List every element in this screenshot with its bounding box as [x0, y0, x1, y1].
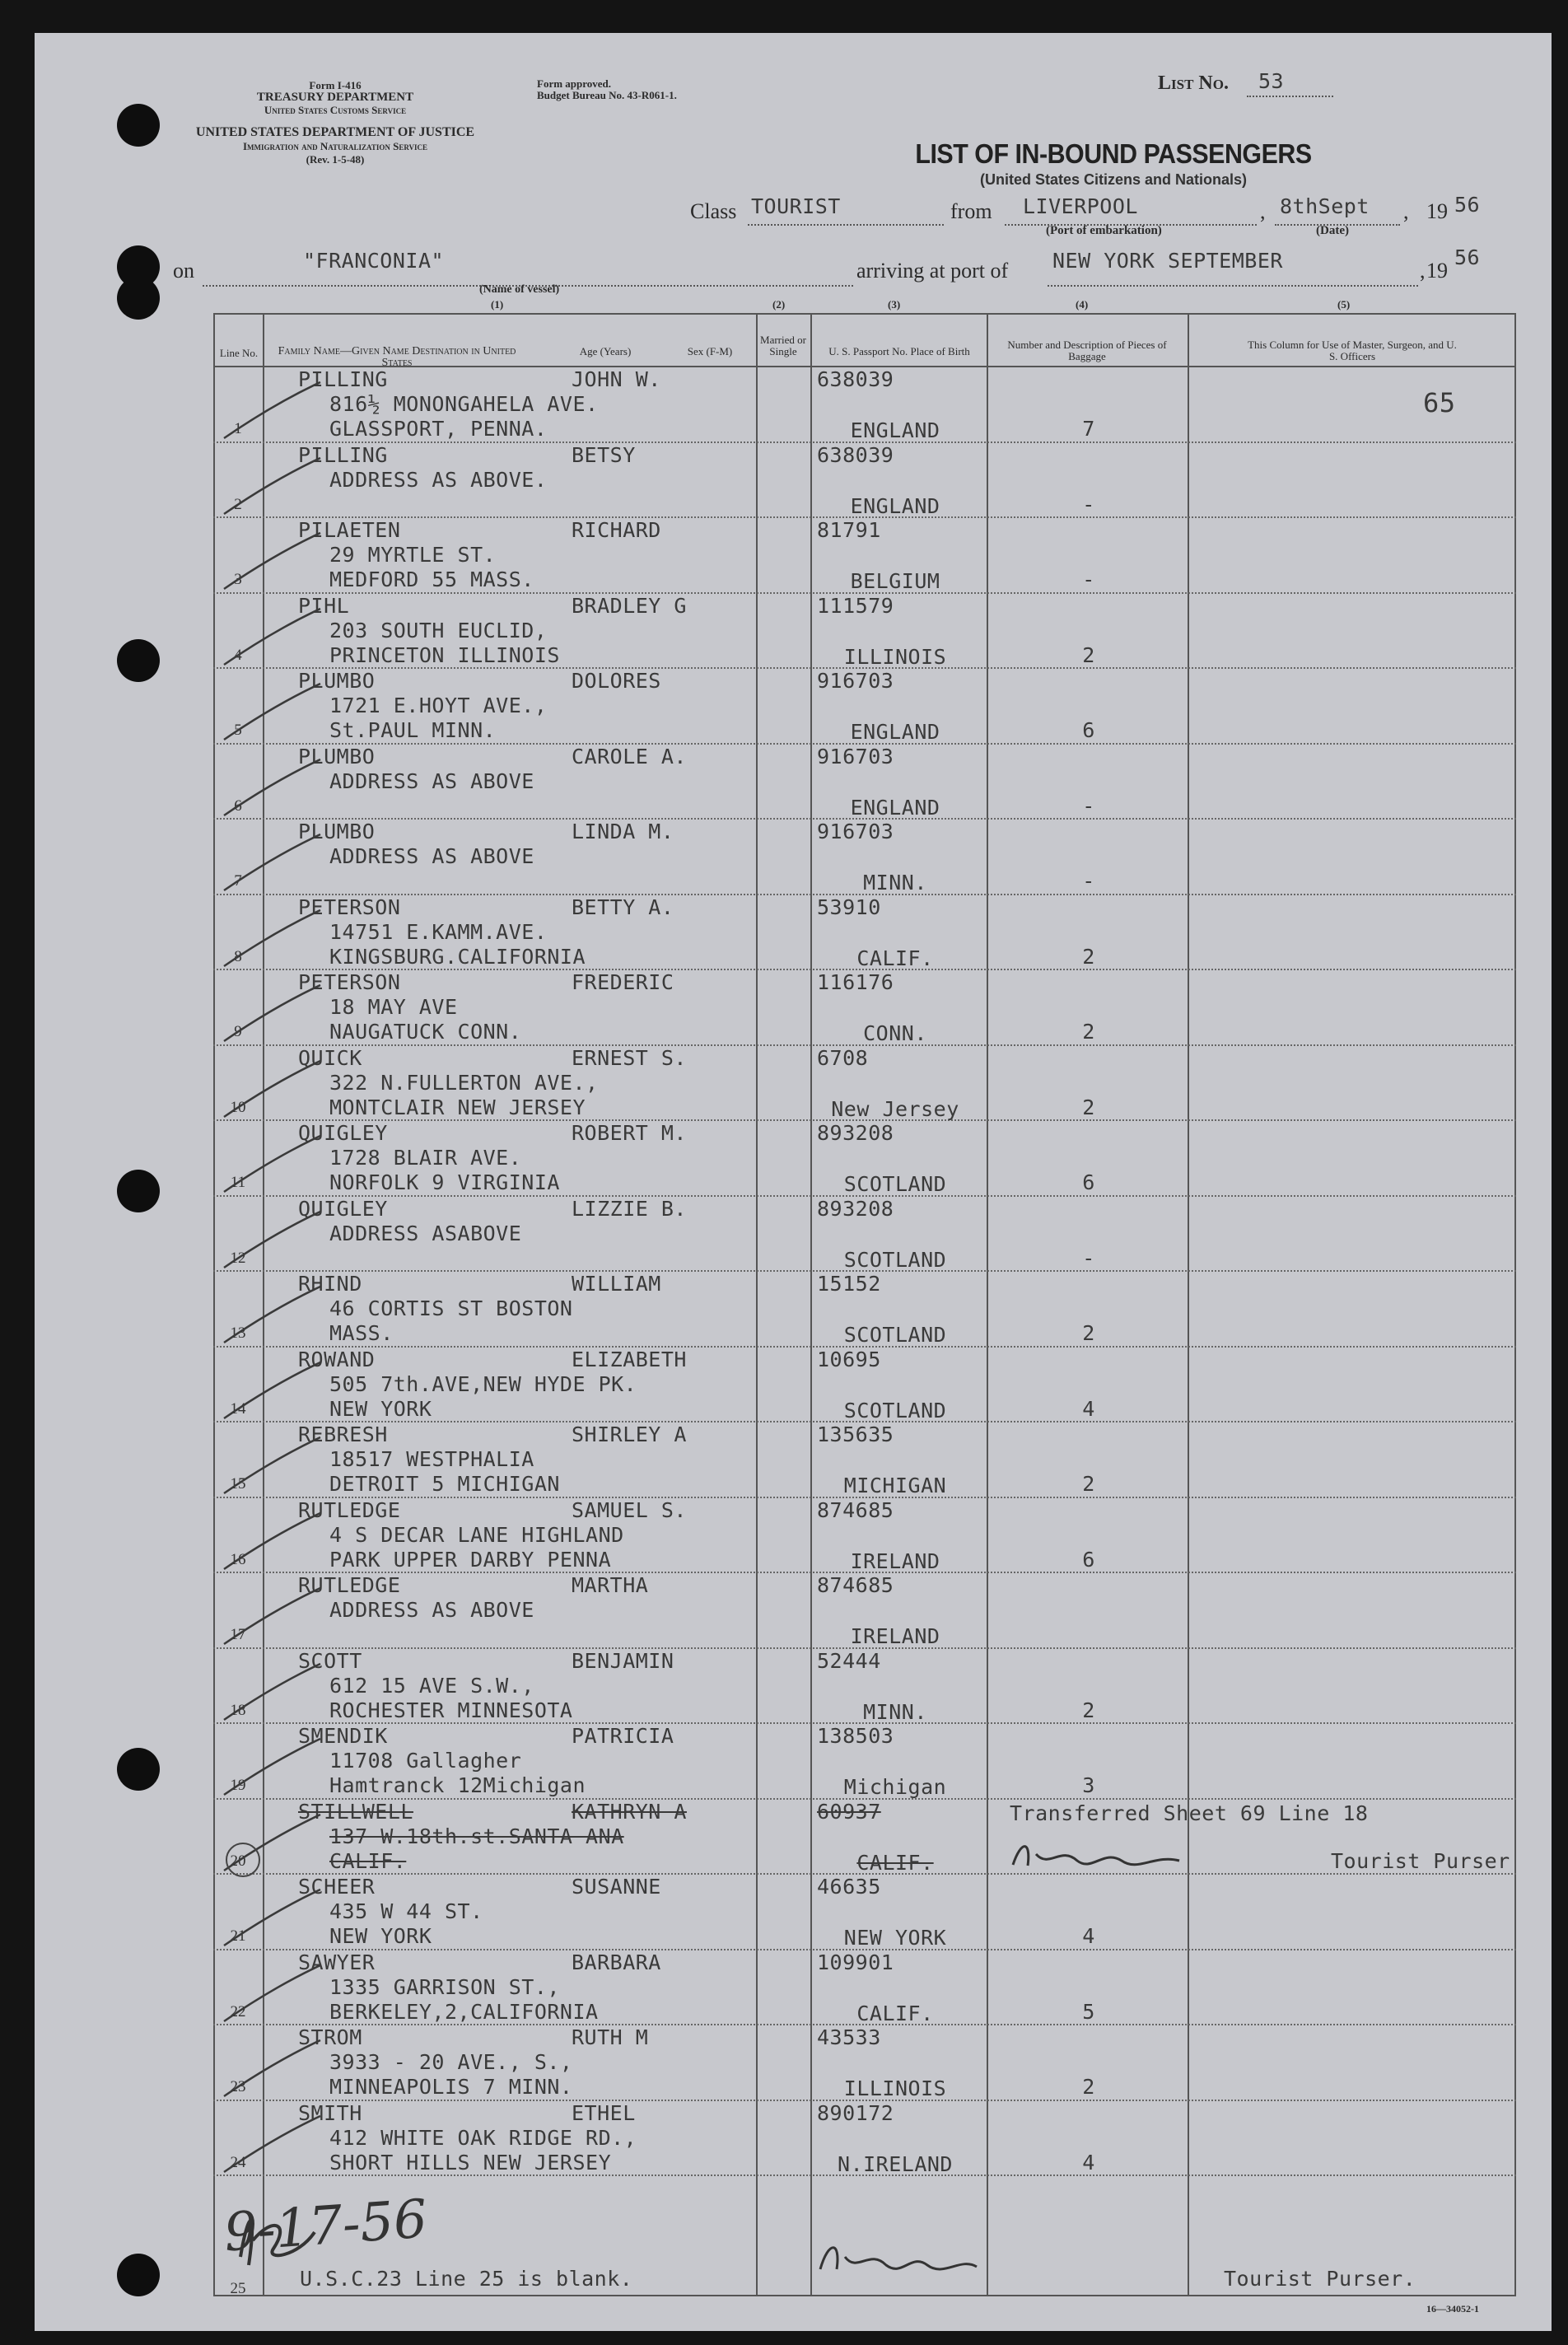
- place-of-birth: CALIF.: [856, 946, 934, 970]
- given-name: RICHARD: [572, 518, 661, 542]
- address-city: PARK UPPER DARBY PENNA: [329, 1547, 612, 1572]
- passport-number: 60937: [817, 1799, 881, 1824]
- on-label: on: [173, 259, 194, 283]
- passport-number: 46635: [817, 1875, 881, 1899]
- baggage-count: -: [1082, 492, 1095, 516]
- footer-code: 16—34052-1: [1426, 2303, 1479, 2315]
- given-name: ETHEL: [572, 2100, 636, 2125]
- place-of-birth: MINN.: [863, 1699, 927, 1724]
- address-city: SHORT HILLS NEW JERSEY: [329, 2150, 612, 2174]
- address-line: 612 15 AVE S.W.,: [329, 1673, 534, 1698]
- baggage-count: 3: [1082, 1773, 1095, 1797]
- given-name: MARTHA: [572, 1573, 649, 1597]
- line-number: 18: [230, 1701, 246, 1719]
- family-name: SAWYER: [298, 1950, 376, 1974]
- given-name: LINDA M.: [572, 820, 674, 843]
- arrival-year: 56: [1454, 245, 1481, 269]
- address-line: 505 7th.AVE,NEW HYDE PK.: [329, 1371, 637, 1396]
- line-number: 1: [234, 420, 242, 437]
- passport-number: 893208: [817, 1196, 894, 1221]
- baggage-count: 2: [1082, 1095, 1095, 1119]
- place-of-birth: ENGLAND: [850, 418, 940, 442]
- arrival-year-prefix: 19: [1426, 259, 1448, 283]
- purser-signature: [812, 2232, 1018, 2282]
- family-name: SCHEER: [298, 1875, 376, 1899]
- department-of-justice: UNITED STATES DEPARTMENT OF JUSTICE: [195, 125, 475, 139]
- arriving-label: arriving at port of: [856, 259, 1009, 283]
- address-line: 3933 - 20 AVE., S.,: [329, 2050, 573, 2074]
- line-number: 15: [230, 1475, 246, 1492]
- given-name: BARBARA: [572, 1950, 661, 1974]
- revision: (Rev. 1-5-48): [306, 153, 365, 166]
- baggage-count: 2: [1082, 1698, 1095, 1722]
- place-of-birth: SCOTLAND: [843, 1172, 947, 1196]
- vessel-name: "FRANCONIA": [303, 249, 445, 273]
- port-caption: (Port of embarkation): [1046, 224, 1162, 237]
- address-city: Hamtranck 12Michigan: [329, 1773, 586, 1797]
- line-number: 7: [234, 872, 242, 890]
- given-name: RUTH M: [572, 2025, 649, 2049]
- passport-number: 874685: [817, 1573, 894, 1597]
- passport-number: 638039: [817, 367, 894, 391]
- line-number: 13: [230, 1324, 246, 1342]
- line-number: 17: [230, 1626, 246, 1643]
- given-name: PATRICIA: [572, 1724, 674, 1748]
- family-name: PETERSON: [298, 895, 401, 919]
- family-name: STILLWELL: [298, 1799, 413, 1824]
- line-number: 5: [234, 722, 242, 739]
- address-line: 412 WHITE OAK RIDGE RD.,: [329, 2125, 637, 2150]
- place-of-birth: MINN.: [863, 871, 927, 895]
- address-city: NAUGATUCK CONN.: [329, 1020, 522, 1044]
- family-name: RUTLEDGE: [298, 1497, 401, 1522]
- line-number: 8: [234, 947, 242, 965]
- header-married: Married or Single: [760, 334, 806, 357]
- customs-service: United States Customs Service: [264, 104, 407, 116]
- passport-number: 874685: [817, 1497, 894, 1522]
- manifest-sheet: Form I-416 TREASURY DEPARTMENT United States Customs Service UNITED STATES DEPARTMENT OF JUSTICE Immigration and Naturalization Service (Rev. 1-5-48) Form approved. Budget Bureau No. 43-R061-1. List No. 53 LIST OF IN-BOUND PASSENGERS (United States Citizens and Nationals) Class TOURIST from LIVERPOOL , 8thSept , 19 56 (Port of embarkation) (Date) on "FRANCONIA" arriving at port of NEW YORK SEPTEMBER , 19 56 (Name of vessel) (1) (2) (3) (4) (5) Line No. Family Name—Given Name Destination in United States Age (Years) Sex (F-M) Married or Single U. S. Passport No. Place of Birth Number and Description of Pieces of Baggage This Column for Use of Master, Surgeon, and U. S. Officers 1 PILLING JOHN W. 816½ MONONGAHELA AVE. GLASSPORT, PENNA. 638039 ENGLAND 7 65 2 PILLING BETSY ADDRESS AS ABOVE. 638039 ENGLAND - 3 PILAETEN RICHARD 29 MYRTLE ST. MEDFORD 55 MASS. 81791 BELGIUM - 4 PIHL BRADLEY G 203 SOUTH EUCLID, PRINCETON ILLINOIS 111579 ILLINOIS 2 5 PLUMBO DOLORES 1721 E.HOYT AVE., St.PAUL MINN. 916703 ENGLAND 6 6 PLUMBO CAROLE A. ADDRESS AS ABOVE 916703 ENGLAND - 7 PLUMBO LINDA M. ADDRESS AS ABOVE 916703 MINN. - 8 PETERSON BETTY A. 14751 E.KAMM.AVE. KINGSBURG.CALIFORNIA 53910 CALIF. 2 9 PETERSON FREDERIC 18 MAY AVE NAUGATUCK CONN. 116176 CONN. 2 10 QUICK ERNEST S. 322 N.FULLERTON AVE., MONTCLAIR NEW JERSEY 6708 New Jersey 2 11 QUIGLEY ROBERT M. 1728 BLAIR AVE. NORFOLK 9 VIRGINIA 893208 SCOTLAND 6 12 QUIGLEY LIZZIE B. ADDRESS ASABOVE 893208 SCOTLAND - 13 RHIND WILLIAM 46 CORTIS ST BOSTON MASS. 15152 SCOTLAND 2 14 ROWAND ELIZABETH 505 7th.AVE,NEW HYDE PK. NEW YORK 10695 SCOTLAND 4 15 REBRESH SHIRLEY A 18517 WESTPHALIA DETROIT 5 MICHIGAN 135635 MICHIGAN 2 16 RUTLEDGE SAMUEL S. 4 S DECAR LANE HIGHLAND PARK UPPER DARBY PENNA 874685 IRELAND 6 17 RUTLEDGE MARTHA ADDRESS AS ABOVE 874685 IRELAND 18 SCOTT BENJAMIN 612 15 AVE S.W., ROCHESTER MINNESOTA 52444 MINN. 2 19 SMENDIK PATRICIA 11708 Gallagher Hamtranck 12Michigan 138503 Michigan 3 20 STILLWELL KATHRYN A 137 W.18th.st.SANTA ANA CALIF. 60937 CALIF. Transferred Sheet 69 Line 18 Tourist Purser 21 SCHEER SUSANNE 435 W 44 ST. NEW YORK 46635 NEW YORK 4 22 SAWYER BARBARA 1335 GARRISON ST., BERKELEY,2,CALIFORNIA 109901 CALIF. 5 23 STROM RUTH M 3933 - 20 AVE., S., MINNEAPOLIS 7 MINN. 43533 ILLINOIS 2 24 SMITH ETHEL 412 WHITE OAK RIDGE RD., SHORT HILLS NEW JERSEY 890172 N.IRELAND 4 25 U.S.C.23 Line 25 is blank. Tourist Purser. 9-17-56 16—34052-1: [35, 33, 1552, 2331]
- place-of-birth: CALIF.: [856, 2001, 934, 2025]
- line-number: 9: [234, 1023, 242, 1040]
- address-line: 137 W.18th.st.SANTA ANA: [329, 1824, 624, 1848]
- line-number: 16: [230, 1550, 246, 1568]
- address-line: 1728 BLAIR AVE.: [329, 1146, 522, 1170]
- place-of-birth: CONN.: [863, 1021, 927, 1045]
- address-city: MEDFORD 55 MASS.: [329, 568, 534, 591]
- page-title: LIST OF IN-BOUND PASSENGERS: [915, 138, 1312, 169]
- place-of-birth: CALIF.: [856, 1850, 934, 1875]
- inspector-initials: [224, 2199, 331, 2273]
- baggage-count: 4: [1082, 1396, 1095, 1421]
- place-of-birth: SCOTLAND: [843, 1247, 947, 1272]
- address-city: St.PAUL MINN.: [329, 718, 497, 742]
- given-name: ERNEST S.: [572, 1045, 687, 1070]
- given-name: LIZZIE B.: [572, 1196, 687, 1221]
- punch-hole: [117, 277, 160, 320]
- col-num-2: (2): [772, 298, 786, 311]
- header-age: Age (Years): [579, 345, 632, 357]
- header-sex: Sex (F-M): [687, 345, 733, 357]
- purser-title: Tourist Purser.: [1224, 2267, 1416, 2291]
- passport-number: 638039: [817, 442, 894, 467]
- family-name: PILLING: [298, 442, 388, 467]
- address-line: ADDRESS AS ABOVE: [329, 844, 534, 868]
- baggage-count: -: [1082, 793, 1095, 818]
- address-city: NEW YORK: [329, 1924, 432, 1948]
- family-name: PLUMBO: [298, 820, 376, 843]
- family-name: RUTLEDGE: [298, 1573, 401, 1597]
- list-number: 53: [1258, 69, 1285, 93]
- baggage-count: -: [1082, 1245, 1095, 1270]
- place-of-birth: N.IRELAND: [838, 2151, 953, 2176]
- place-of-birth: ENGLAND: [850, 795, 940, 820]
- address-line: 29 MYRTLE ST.: [329, 543, 497, 567]
- address-line: 18517 WESTPHALIA: [329, 1447, 534, 1471]
- place-of-birth: ENGLAND: [850, 720, 940, 744]
- family-name: SMITH: [298, 2100, 362, 2125]
- blank-line-note: U.S.C.23 Line 25 is blank.: [300, 2267, 633, 2291]
- baggage-count: 2: [1082, 1472, 1095, 1496]
- place-of-birth: IRELAND: [850, 1549, 940, 1573]
- class-label: Class: [690, 199, 737, 223]
- baggage-count: 4: [1082, 1924, 1095, 1948]
- treasury-department: TREASURY DEPARTMENT: [256, 91, 414, 104]
- address-line: 14751 E.KAMM.AVE.: [329, 919, 548, 944]
- baggage-count: 7: [1082, 417, 1095, 441]
- passport-number: 893208: [817, 1121, 894, 1145]
- address-line: 4 S DECAR LANE HIGHLAND: [329, 1522, 624, 1547]
- family-name: PILLING: [298, 367, 388, 391]
- address-city: NEW YORK: [329, 1396, 432, 1421]
- vessel-caption: (Name of vessel): [479, 283, 560, 296]
- line-number: 4: [234, 646, 242, 664]
- line-number: 20: [230, 1852, 246, 1870]
- family-name: SMENDIK: [298, 1724, 388, 1748]
- address-city: BERKELEY,2,CALIFORNIA: [329, 1999, 599, 2024]
- family-name: PLUMBO: [298, 669, 376, 693]
- form-number: Form I-416: [309, 79, 362, 91]
- passport-number: 53910: [817, 895, 881, 919]
- passport-number: 916703: [817, 744, 894, 768]
- baggage-count: 4: [1082, 2150, 1095, 2174]
- line-number: 14: [230, 1399, 246, 1418]
- given-name: SHIRLEY A: [572, 1422, 687, 1446]
- baggage-count: -: [1082, 869, 1095, 893]
- passport-number: 890172: [817, 2100, 894, 2125]
- family-name: PETERSON: [298, 970, 401, 994]
- passport-number: 916703: [817, 820, 894, 843]
- given-name: FREDERIC: [572, 970, 674, 994]
- header-officers: This Column for Use of Master, Surgeon, and U. S. Officers: [1248, 339, 1457, 362]
- place-of-birth: ENGLAND: [850, 493, 940, 518]
- passport-number: 43533: [817, 2025, 881, 2049]
- given-name: BENJAMIN: [572, 1648, 674, 1673]
- line-number: 6: [234, 796, 242, 815]
- address-city: PRINCETON ILLINOIS: [329, 642, 560, 667]
- address-line: ADDRESS ASABOVE: [329, 1221, 522, 1245]
- family-name: PLUMBO: [298, 744, 376, 768]
- line-number: 12: [230, 1249, 246, 1267]
- punch-hole: [117, 1170, 160, 1212]
- purser-note: Tourist Purser: [1331, 1848, 1510, 1873]
- year-value: 56: [1454, 193, 1481, 217]
- passport-number: 116176: [817, 970, 894, 994]
- passport-number: 15152: [817, 1272, 881, 1296]
- line-number: 23: [230, 2078, 246, 2095]
- address-city: ROCHESTER MINNESOTA: [329, 1698, 573, 1722]
- given-name: ELIZABETH: [572, 1347, 687, 1371]
- from-label: from: [950, 199, 992, 223]
- address-city: CALIF.: [329, 1848, 407, 1873]
- place-of-birth: New Jersey: [831, 1096, 959, 1121]
- list-number-label: List No.: [1158, 72, 1229, 94]
- address-line: ADDRESS AS ABOVE: [329, 1598, 534, 1622]
- baggage-count: 6: [1082, 1170, 1095, 1194]
- class-value: TOURIST: [751, 194, 841, 218]
- port-of-embarkation: LIVERPOOL: [1023, 194, 1138, 218]
- year-prefix: 19: [1426, 199, 1448, 223]
- address-line: 1721 E.HOYT AVE.,: [329, 694, 548, 717]
- passport-number: 135635: [817, 1422, 894, 1446]
- address-line: 11708 Gallagher: [329, 1749, 522, 1773]
- line-number: 25: [230, 2280, 246, 2297]
- address-line: 46 CORTIS ST BOSTON: [329, 1296, 573, 1320]
- col-num-5: (5): [1337, 298, 1351, 311]
- baggage-count: 2: [1082, 642, 1095, 667]
- baggage-count: 2: [1082, 944, 1095, 969]
- address-line: 203 SOUTH EUCLID,: [329, 618, 548, 642]
- header-name: Family Name—Given Name Destination in United States: [278, 345, 516, 369]
- given-name: BETSY: [572, 442, 636, 467]
- family-name: SCOTT: [298, 1648, 362, 1673]
- family-name: REBRESH: [298, 1422, 388, 1446]
- place-of-birth: IRELAND: [850, 1624, 940, 1648]
- address-city: MASS.: [329, 1321, 394, 1345]
- line-number: 24: [230, 2153, 246, 2171]
- page-subtitle: (United States Citizens and Nationals): [979, 171, 1248, 188]
- passport-number: 52444: [817, 1648, 881, 1673]
- family-name: PILAETEN: [298, 518, 401, 542]
- officer-note: 65: [1423, 387, 1456, 418]
- family-name: ROWAND: [298, 1347, 376, 1371]
- sail-date: 8thSept: [1280, 194, 1370, 218]
- line-number: 2: [234, 495, 242, 513]
- address-city: MINNEAPOLIS 7 MINN.: [329, 2075, 573, 2099]
- family-name: QUIGLEY: [298, 1121, 388, 1145]
- place-of-birth: ILLINOIS: [843, 644, 947, 669]
- address-city: NORFOLK 9 VIRGINIA: [329, 1170, 560, 1194]
- given-name: BRADLEY G: [572, 593, 687, 618]
- address-city: MONTCLAIR NEW JERSEY: [329, 1095, 586, 1119]
- baggage-count: 2: [1082, 1020, 1095, 1044]
- form-approved: Form approved.: [537, 77, 612, 90]
- passport-number: 109901: [817, 1950, 894, 1974]
- given-name: JOHN W.: [572, 367, 661, 391]
- place-of-birth: MICHIGAN: [843, 1474, 947, 1497]
- given-name: WILLIAM: [572, 1272, 661, 1296]
- punch-hole: [117, 1748, 160, 1791]
- budget-bureau: Budget Bureau No. 43-R061-1.: [537, 89, 677, 101]
- transfer-note: Transferred Sheet 69 Line 18: [1010, 1801, 1369, 1825]
- place-of-birth: NEW YORK: [843, 1926, 947, 1950]
- address-city: KINGSBURG.CALIFORNIA: [329, 944, 586, 969]
- purser-signature: [1006, 1836, 1188, 1877]
- arrival-port: NEW YORK SEPTEMBER: [1052, 249, 1283, 273]
- baggage-count: -: [1082, 568, 1095, 591]
- address-line: ADDRESS AS ABOVE.: [329, 467, 548, 492]
- passport-number: 111579: [817, 593, 894, 618]
- address-line: 18 MAY AVE: [329, 995, 458, 1019]
- address-city: GLASSPORT, PENNA.: [329, 417, 548, 441]
- given-name: KATHRYN A: [572, 1799, 687, 1824]
- header-line-no: Line No.: [219, 347, 259, 359]
- place-of-birth: SCOTLAND: [843, 1323, 947, 1347]
- punch-hole: [117, 639, 160, 682]
- ins-service: Immigration and Naturalization Service: [242, 140, 428, 152]
- family-name: PIHL: [298, 593, 350, 618]
- place-of-birth: Michigan: [843, 1775, 947, 1799]
- family-name: QUICK: [298, 1045, 362, 1070]
- inspector-date-stamp: 9-17-56: [222, 2189, 430, 2264]
- line-number: 3: [234, 571, 242, 588]
- place-of-birth: SCOTLAND: [843, 1398, 947, 1422]
- place-of-birth: ILLINOIS: [843, 2076, 947, 2100]
- passport-number: 916703: [817, 669, 894, 693]
- header-passport: U. S. Passport No. Place of Birth: [828, 345, 970, 357]
- col-num-1: (1): [491, 298, 504, 311]
- passport-number: 6708: [817, 1045, 869, 1070]
- baggage-count: 5: [1082, 1999, 1095, 2024]
- family-name: RHIND: [298, 1272, 362, 1296]
- line-number: 10: [230, 1098, 246, 1116]
- circled-line-marker: [226, 1843, 260, 1877]
- header-baggage: Number and Description of Pieces of Baggage: [1007, 339, 1167, 362]
- baggage-count: 6: [1082, 718, 1095, 742]
- passport-number: 138503: [817, 1724, 894, 1748]
- punch-hole: [117, 104, 160, 147]
- address-line: 322 N.FULLERTON AVE.,: [329, 1070, 599, 1095]
- given-name: CAROLE A.: [572, 744, 687, 768]
- col-num-4: (4): [1076, 298, 1089, 311]
- place-of-birth: BELGIUM: [850, 569, 940, 593]
- given-name: SAMUEL S.: [572, 1497, 687, 1522]
- baggage-count: 2: [1082, 2075, 1095, 2099]
- passport-number: 81791: [817, 518, 881, 542]
- given-name: BETTY A.: [572, 895, 674, 919]
- address-line: 1335 GARRISON ST.,: [329, 1974, 560, 1999]
- given-name: ROBERT M.: [572, 1121, 687, 1145]
- line-number: 19: [230, 1777, 246, 1794]
- col-num-3: (3): [888, 298, 901, 311]
- given-name: DOLORES: [572, 669, 661, 693]
- address-line: 816½ MONONGAHELA AVE.: [329, 392, 599, 416]
- address-line: 435 W 44 ST.: [329, 1899, 483, 1923]
- date-caption: (Date): [1316, 224, 1349, 237]
- given-name: SUSANNE: [572, 1875, 661, 1899]
- line-number: 21: [230, 1927, 246, 1945]
- line-number: 22: [230, 2002, 246, 2020]
- punch-hole: [117, 2254, 160, 2296]
- family-name: QUIGLEY: [298, 1196, 388, 1221]
- address-city: DETROIT 5 MICHIGAN: [329, 1472, 560, 1496]
- family-name: STROM: [298, 2025, 362, 2049]
- passport-number: 10695: [817, 1347, 881, 1371]
- baggage-count: 2: [1082, 1321, 1095, 1345]
- line-number: 11: [230, 1174, 246, 1191]
- baggage-count: 6: [1082, 1547, 1095, 1572]
- address-line: ADDRESS AS ABOVE: [329, 768, 534, 793]
